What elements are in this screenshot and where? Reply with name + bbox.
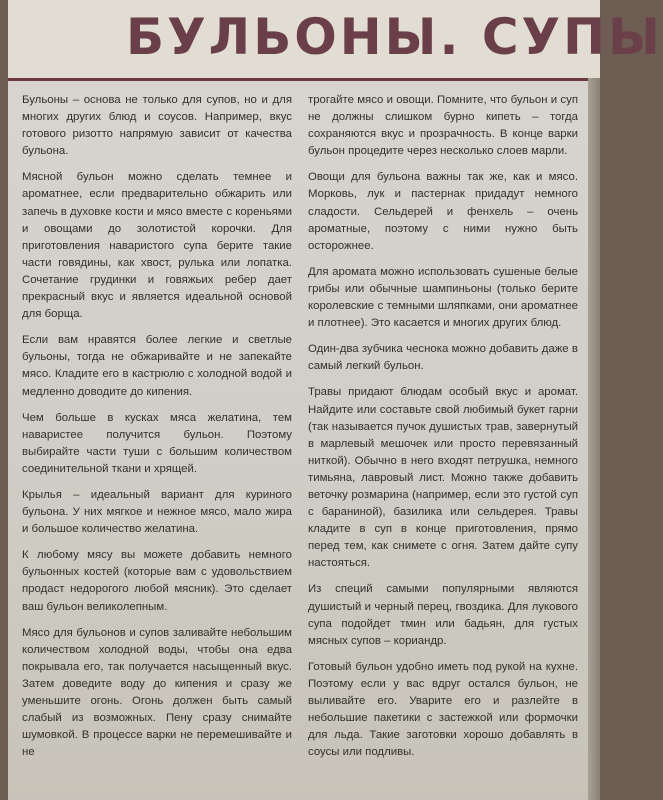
right-column [308, 92, 578, 770]
paragraph: Мясной бульон можно сделать темнее и ароматнее, если предварительно обжарить или запечь в духовке кости и мясо вместе с кореньями и овощами до золотистой корочки. Для приготовления наваристого супа берите такие части говядины, как хвост, рулька или лопатка. Сочетание грудинки и говяжьих ребер дает прекрасный вкус и является идеальной основой для борща. [22, 171, 292, 321]
paragraph: Травы придают блюдам особый вкус и аромат. Найдите или составьте свой любимый букет гарни (так называется пучок душистых трав, завернутый в марлевый мешочек или просто перевязанный ниткой). Обычно в него входят петрушка, немного тимьяна, лавровый лист. Можно также добавить веточку розмарина (например, если это густой суп с бараниной), базилика или сельдерея. Травы кладите в суп в конце приготовления, прямо перед тем, как снимете с огня. Затем дайте супу настояться. [308, 386, 578, 570]
paragraph: Для аромата можно использовать сушеные белые грибы или обычные шампиньоны (только берите королевские с темными шляпками, они ароматнее и плотнее). Это касается и многих других блюд. [308, 265, 578, 330]
page-title: БУЛЬОНЫ. СУПЫ [126, 8, 663, 66]
paragraph: Готовый бульон удобно иметь под рукой на кухне. Поэтому если у вас вдруг остался бульон, не выливайте его. Уварите его и разлейте в небольшие пакетики с застежкой или формочки для льда. Такие заготовки хорошо добавлять в соусы или подливы. [308, 660, 578, 759]
paragraph: Мясо для бульонов и супов заливайте небольшим количеством холодной воды, чтобы она едва покрывала его, так получается насыщенный вкус. Затем доведите воду до кипения и сразу же уменьшите огонь. Огонь должен быть самый слабый из возможных. Пену сразу снимайте шумовкой. В процессе варки не перемешивайте и не [22, 626, 292, 759]
page-edge-shadow [588, 78, 600, 800]
paragraph: К любому мясу вы можете добавить немного бульонных костей (которые вам с удовольствием продаст недорогого любой мясник). Это сделает ваш бульон великолепным. [22, 549, 292, 613]
paragraph: трогайте мясо и овощи. Помните, что бульон и суп не должны слишком бурно кипеть – тогда сохраняются вкус и прозрачность. В конце варки бульон процедите через несколько слоев марли. [308, 94, 578, 158]
title-banner [8, 0, 663, 81]
left-column [22, 92, 292, 770]
book-page [8, 0, 663, 800]
paragraph: Если вам нравятся более легкие и светлые бульоны, тогда не обжаривайте и не запекайте мясо. Кладите его в кастрюлю с холодной водой и медленно доводите до кипения. [22, 334, 292, 398]
paragraph: Бульоны – основа не только для супов, но и для многих других блюд и соусов. Например, вкус готового ризотто напрямую зависит от качества бульона. [22, 94, 292, 158]
paragraph: Один-два зубчика чеснока можно добавить даже в самый легкий бульон. [308, 343, 578, 373]
paragraph: Крылья – идеальный вариант для куриного бульона. У них мягкое и нежное мясо, мало жира и большое количество желатина. [22, 488, 292, 536]
paragraph: Овощи для бульона важны так же, как и мясо. Морковь, лук и пастернак придадут немного сладости. Сельдерей и фенхель – очень ароматные, поэтому с ними нужно быть осторожнее. [308, 171, 578, 252]
paragraph: Из специй самыми популярными являются душистый и черный перец, гвоздика. Для лукового супа подойдет тмин или бадьян, для густых мясных супов – кориандр. [308, 583, 578, 647]
paragraph: Чем больше в кусках мяса желатина, тем наваристее получится бульон. Поэтому выбирайте части туши с большим количеством соединительной ткани и хрящей. [22, 411, 292, 475]
